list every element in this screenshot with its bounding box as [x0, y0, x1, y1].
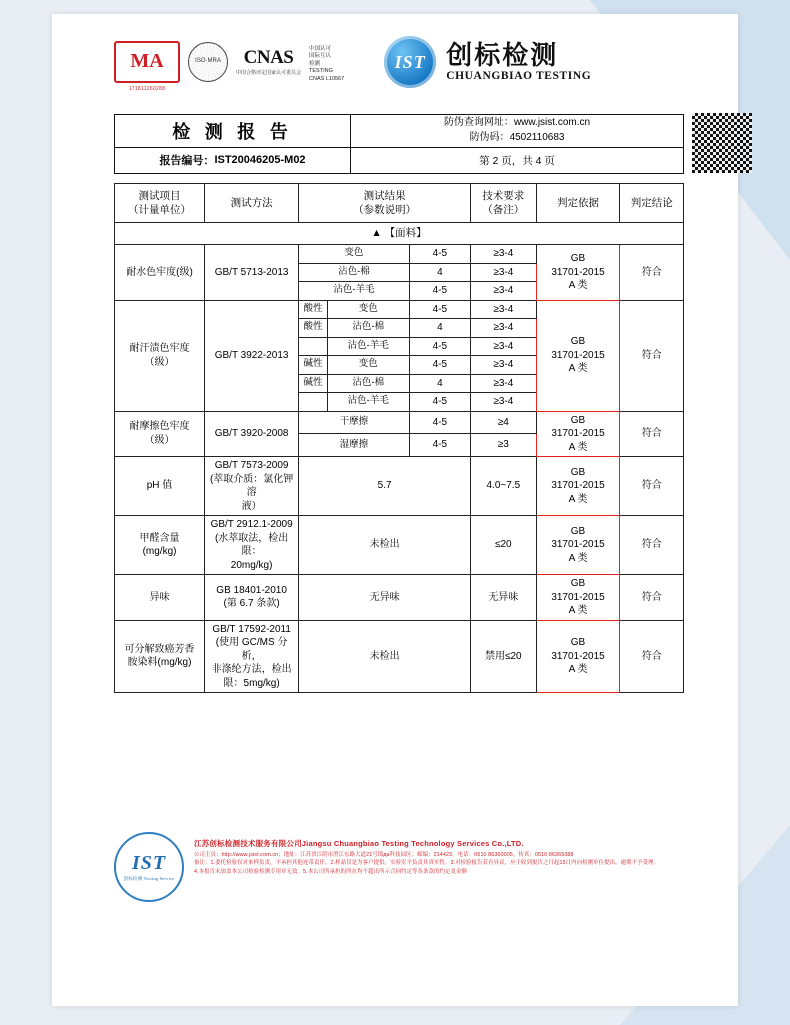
anti-fake-code-label: 防伪码： — [469, 131, 510, 143]
test-item-line: (mg/kg) — [142, 546, 177, 557]
basis-cell — [536, 516, 620, 575]
result-value: 4 — [409, 374, 470, 393]
col-header-result-main: 测试结果 — [363, 189, 406, 202]
conclusion-value: 符合 — [620, 516, 684, 575]
footer-note-line: 4.本报告未加盖本公司检验检测专用章无效。5.本公司所承担的所在均不超出所示合同约定等各条款的约定及金额 — [194, 868, 467, 875]
test-item-water-fastness: 耐水色牢度(级) — [115, 245, 205, 301]
basis-line: 31701-2015 — [551, 266, 605, 278]
result-value: 4 — [409, 319, 470, 338]
anti-fake-code-line — [470, 131, 565, 146]
method-line: 非涤纶方法，检出 — [211, 664, 292, 675]
basis-line: A 类 — [568, 605, 588, 616]
basis-cell — [536, 575, 620, 621]
qr-code-icon[interactable] — [692, 113, 752, 173]
cnas-logo-icon — [236, 47, 301, 76]
test-method-ph — [205, 457, 299, 516]
basis-line: GB — [570, 525, 586, 537]
test-item-formaldehyde — [115, 516, 205, 575]
condition-label: 酸性 — [299, 319, 328, 338]
result-value: 5.7 — [299, 457, 471, 516]
test-item-line: （级） — [144, 434, 175, 446]
requirement-value: ≥3-4 — [471, 245, 536, 264]
page-indicator: 第 2 页，共 4 页 — [479, 154, 555, 167]
requirement-value: ≥3-4 — [471, 263, 536, 282]
footer-seal-icon — [114, 832, 184, 902]
iso-mra-label: ISO·MRA — [195, 58, 221, 65]
requirement-value: ≥4 — [471, 411, 536, 434]
method-line: (第 6.7 条款) — [223, 598, 280, 610]
test-method-azo-dyes — [205, 620, 299, 693]
footer-note-line: 公司主页：http://www.jsist.com.cn；地址：江苏省江阴市澄江东路大道21号锦да科技园区；邮编：214423。电话：0510 86360005。传真：0510 86369388 — [194, 852, 574, 858]
basis-line: A 类 — [568, 363, 588, 375]
anti-fake-url-label: 防伪查询网址： — [443, 117, 514, 129]
table-row — [115, 516, 684, 575]
fabric-icon: ▲ — [371, 227, 382, 240]
conclusion-value: 符合 — [620, 620, 684, 693]
requirement-value: ≥3-4 — [471, 300, 536, 319]
sub-item-label: 变色 — [327, 300, 409, 319]
conclusion-value: 符合 — [620, 457, 684, 516]
table-row — [115, 457, 684, 516]
method-line: (使用 GC/MS 分析， — [215, 637, 288, 662]
col-header-method: 测试方法 — [205, 184, 299, 223]
table-row — [115, 245, 684, 264]
basis-cell — [536, 620, 620, 693]
test-method-formaldehyde — [205, 516, 299, 575]
condition-label: 碱性 — [299, 356, 328, 375]
method-line: (水萃取法，检出限： — [214, 532, 289, 557]
result-value: 4-5 — [409, 411, 470, 434]
basis-line: GB — [570, 466, 586, 478]
document-header — [114, 34, 684, 108]
sub-item-label: 湿摩擦 — [299, 434, 410, 457]
col-header-conclusion: 判定结论 — [620, 184, 684, 223]
col-header-item-main: 测试项目 — [138, 189, 181, 202]
method-line: 液） — [241, 500, 262, 512]
result-value: 4 — [409, 263, 470, 282]
footer-seal-subtext: 创标检测 Testing Service — [123, 876, 175, 881]
basis-cell — [536, 411, 620, 457]
footer-seal-text: IST — [131, 852, 167, 874]
requirement-value: ≥3 — [471, 434, 536, 457]
col-header-requirement-sub: （备注） — [482, 204, 525, 216]
requirement-value: ≥3-4 — [471, 374, 536, 393]
basis-line: 31701-2015 — [551, 480, 605, 492]
brand-name-cn: 创标检测 — [446, 41, 559, 71]
table-row — [115, 575, 684, 621]
sub-item-label: 变色 — [299, 245, 410, 264]
section-label-cell — [115, 223, 684, 245]
sub-item-label: 沾色-棉 — [299, 263, 410, 282]
basis-line: GB — [570, 637, 586, 648]
basis-line: 31701-2015 — [551, 349, 605, 361]
method-line: 限：5mg/kg) — [223, 677, 280, 689]
table-header-row — [115, 184, 684, 223]
conclusion-value: 符合 — [620, 300, 684, 411]
result-value: 4-5 — [409, 356, 470, 375]
test-item-odor: 异味 — [115, 575, 205, 621]
sub-item-label: 沾色-棉 — [327, 319, 409, 338]
test-item-ph: pH 值 — [115, 457, 205, 516]
sub-item-label: 变色 — [327, 356, 409, 375]
basis-line: A 类 — [568, 664, 588, 675]
report-title: 检 测 报 告 — [115, 115, 350, 148]
sub-item-label: 沾色-羊毛 — [327, 393, 409, 412]
anti-fake-code-value: 4502110683 — [509, 131, 565, 143]
result-value: 4-5 — [409, 337, 470, 356]
test-results-table — [114, 183, 684, 693]
document-page — [52, 14, 738, 1006]
report-title-right — [351, 115, 683, 173]
requirement-value: ≥3-4 — [471, 337, 536, 356]
test-item-azo-dyes — [115, 620, 205, 693]
result-value: 无异味 — [299, 575, 471, 621]
requirement-value: 无异味 — [471, 575, 536, 621]
certification-logos — [114, 34, 345, 92]
cma-code: 171811260288 — [128, 85, 166, 92]
footer-company-name: 江苏创标检测技术服务有限公司Jiangsu Chuangbiao Testing Technology Services Co.,LTD. — [194, 839, 524, 848]
sub-item-label: 沾色-羊毛 — [299, 282, 410, 301]
footer-company-info — [194, 832, 659, 876]
col-header-item — [115, 184, 205, 223]
basis-line: 31701-2015 — [551, 650, 605, 662]
brand-name-en: CHUANGBIAO TESTING — [446, 69, 592, 82]
test-item-line: （级） — [144, 356, 175, 368]
test-item-line: 可分解致癌芳香 — [124, 643, 195, 655]
basis-line: A 类 — [568, 493, 588, 505]
requirement-value: 禁用≤20 — [471, 620, 536, 693]
basis-line: GB — [570, 578, 586, 589]
result-value: 4-5 — [409, 434, 470, 457]
test-method-water-fastness: GB/T 5713-2013 — [205, 245, 299, 301]
test-method-perspiration-fastness: GB/T 3922-2013 — [205, 300, 299, 411]
anti-fake-url-line — [444, 116, 590, 131]
anti-fake-url-value[interactable]: www.jsist.com.cn — [513, 117, 591, 129]
result-value: 4-5 — [409, 282, 470, 301]
basis-line: 31701-2015 — [551, 428, 605, 439]
test-item-line: 耐汗渍色牢度 — [129, 343, 190, 354]
report-title-block — [114, 114, 684, 174]
report-title-left — [115, 115, 351, 173]
col-header-item-sub: （计量单位） — [128, 204, 192, 216]
result-value: 未检出 — [299, 516, 471, 575]
method-line: (萃取介质：氯化钾溶 — [209, 473, 294, 498]
condition-label: 碱性 — [299, 374, 328, 393]
requirement-value: ≥3-4 — [471, 319, 536, 338]
requirement-value: ≥3-4 — [471, 393, 536, 412]
company-brand — [384, 34, 591, 88]
method-line: 20mg/kg) — [230, 559, 273, 571]
basis-line: GB — [570, 253, 586, 264]
col-header-result — [299, 184, 471, 223]
cnas-accreditation-text: 中国认可 国际互认 检测 TESTING CNAS L10567 — [309, 46, 345, 82]
test-method-rubbing-fastness: GB/T 3920-2008 — [205, 411, 299, 457]
basis-line: 31701-2015 — [551, 591, 605, 603]
cma-logo-icon — [114, 41, 180, 92]
basis-cell — [536, 300, 620, 411]
document-footer — [114, 832, 694, 902]
cnas-subtitle: 中国合格评定国家认可委员会 — [236, 71, 302, 77]
test-item-rubbing-fastness — [115, 411, 205, 457]
basis-line: GB — [570, 336, 586, 348]
report-number-label: 报告编号： — [159, 155, 215, 168]
conclusion-value: 符合 — [620, 575, 684, 621]
test-item-perspiration-fastness — [115, 300, 205, 411]
footer-note-line: 备注：1.委托检验仅对来样负责，不承担其他连带责任。2.样品仅是为客户提供，实验室平负责其真实性。3.对检验报告若有异议，应于收到报告之日起15日内向检测单位提出，逾期不予受理。 — [194, 860, 660, 867]
sub-item-label: 干摩擦 — [299, 411, 410, 434]
basis-line: GB — [570, 414, 586, 426]
section-label-text: 【面料】 — [384, 227, 427, 240]
result-value: 4-5 — [409, 393, 470, 412]
basis-line: 31701-2015 — [551, 539, 605, 551]
test-item-line: 胺染料(mg/kg) — [127, 657, 192, 669]
basis-cell — [536, 457, 620, 516]
conclusion-value: 符合 — [620, 411, 684, 457]
basis-line: A 类 — [568, 552, 588, 564]
anti-fake-info — [351, 115, 683, 148]
conclusion-value: 符合 — [620, 245, 684, 301]
condition-label: 酸性 — [299, 300, 328, 319]
test-item-line: 耐摩擦色牢度 — [129, 421, 190, 433]
test-method-odor — [205, 575, 299, 621]
cma-mark: MA — [130, 50, 164, 73]
basis-line: A 类 — [568, 441, 588, 453]
method-line: GB/T 2912.1-2009 — [210, 519, 293, 530]
requirement-value: ≥3-4 — [471, 356, 536, 375]
col-header-requirement-main: 技术要求 — [482, 189, 525, 202]
result-value: 未检出 — [299, 620, 471, 693]
col-header-basis: 判定依据 — [536, 184, 620, 223]
test-item-line: 甲醛含量 — [139, 532, 180, 544]
brand-names — [446, 42, 591, 81]
table-row — [115, 620, 684, 693]
method-line: GB 18401-2010 — [216, 584, 287, 596]
table-row — [115, 300, 684, 319]
result-value: 4-5 — [409, 245, 470, 264]
iso-mra-logo-icon — [188, 42, 228, 82]
basis-cell — [536, 245, 620, 301]
method-line: GB/T 7573-2009 — [214, 460, 289, 471]
ist-logo-icon: IST — [384, 36, 436, 88]
method-line: GB/T 17592-2011 — [212, 623, 291, 635]
col-header-requirement — [471, 184, 536, 223]
report-number-value: IST20046205-M02 — [214, 154, 306, 167]
basis-line: A 类 — [568, 280, 588, 291]
section-row-fabric — [115, 223, 684, 245]
requirement-value: ≤20 — [471, 516, 536, 575]
report-number-row — [115, 148, 350, 173]
result-value: 4-5 — [409, 300, 470, 319]
requirement-value: 4.0~7.5 — [471, 457, 536, 516]
page-content — [114, 34, 684, 693]
sub-item-label: 沾色-羊毛 — [327, 337, 409, 356]
condition-label — [299, 393, 328, 412]
col-header-result-sub: （参数说明） — [353, 204, 417, 216]
condition-label — [299, 337, 328, 356]
table-row — [115, 411, 684, 434]
requirement-value: ≥3-4 — [471, 282, 536, 301]
sub-item-label: 沾色-棉 — [327, 374, 409, 393]
cnas-word: CNAS — [243, 47, 294, 69]
